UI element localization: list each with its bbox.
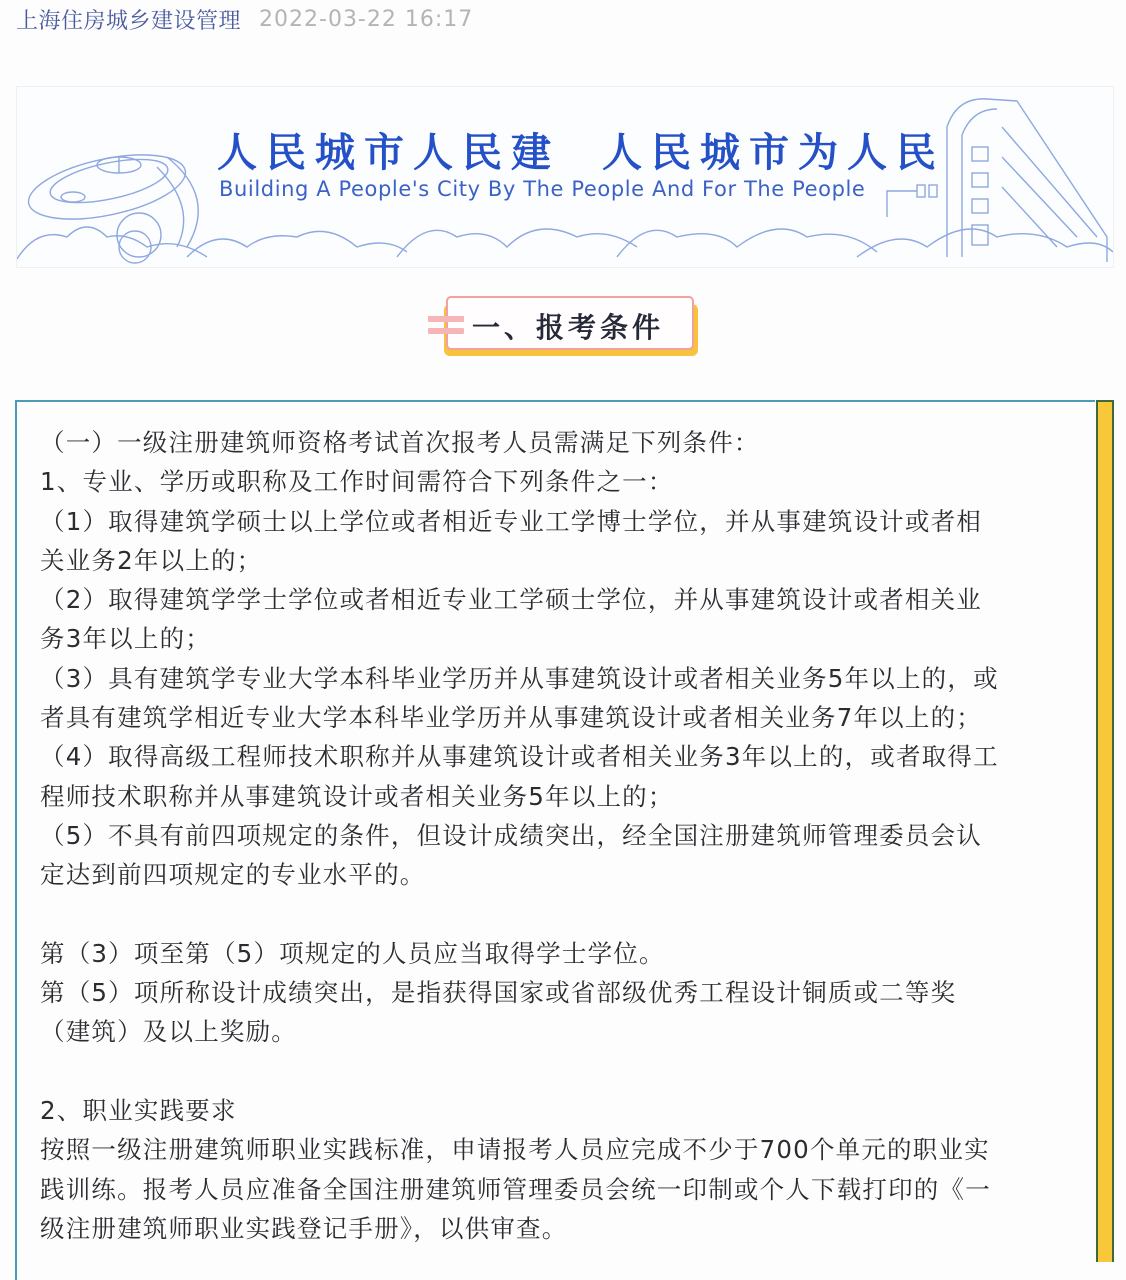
header-banner-image (16, 86, 1114, 268)
text-line: 2、职业实践要求 (40, 1096, 237, 1126)
article-meta (16, 2, 473, 36)
text-line: （建筑）及以上奖励。 (40, 1017, 297, 1047)
text-line: （2）取得建筑学学士学位或者相近专业工学硕士学位，并从事建筑设计或者相关业 (40, 585, 982, 615)
text-line: （4）取得高级工程师技术职称并从事建筑设计或者相关业务3年以上的，或者取得工 (40, 742, 999, 772)
banner-subtitle: Building A People's City By The People And For The People (219, 177, 866, 201)
banner-slogan-left: 人民城市人民建 (217, 130, 560, 176)
text-line: （3）具有建筑学专业大学本科毕业学历并从事建筑设计或者相关业务5年以上的，或 (40, 663, 999, 693)
text-line: （1）取得建筑学硕士以上学位或者相近专业工学博士学位，并从事建筑设计或者相 (40, 506, 982, 536)
decorative-side-bar (1096, 400, 1114, 1262)
text-line: 1、专业、学历或职称及工作时间需符合下列条件之一： (40, 467, 674, 497)
publish-timestamp: 2022-03-22 16:17 (259, 6, 474, 32)
text-line: 第（5）项所称设计成绩突出，是指获得国家或省部级优秀工程设计铜质或二等奖 (40, 978, 957, 1008)
requirements-text (40, 423, 1080, 1248)
text-line: 者具有建筑学相近专业大学本科毕业学历并从事建筑设计或者相关业务7年以上的； (40, 703, 982, 733)
double-bar-icon (428, 316, 468, 340)
source-account-link[interactable]: 上海住房城乡建设管理 (16, 8, 242, 34)
text-line: 定达到前四项规定的专业水平的。 (40, 860, 426, 890)
text-line: 第（3）项至第（5）项规定的人员应当取得学士学位。 (40, 938, 665, 968)
banner-slogan (217, 121, 945, 178)
text-line: 践训练。报考人员应准备全国注册建筑师管理委员会统一印制或个人下载打印的《一 (40, 1174, 991, 1204)
section-heading: 一、报考条件 (472, 311, 665, 344)
section-heading-badge (428, 294, 700, 358)
text-line: 关业务2年以上的； (40, 545, 263, 575)
blank-line (40, 895, 1080, 934)
blank-line (40, 1052, 1080, 1091)
text-line: （一）一级注册建筑师资格考试首次报考人员需满足下列条件： (40, 428, 760, 457)
text-line: 按照一级注册建筑师职业实践标准，申请报考人员应完成不少于700个单元的职业实 (40, 1135, 990, 1165)
text-line: 务3年以上的； (40, 624, 211, 654)
text-line: （5）不具有前四项规定的条件，但设计成绩突出，经全国注册建筑师管理委员会认 (40, 820, 982, 850)
banner-slogan-right: 人民城市为人民 (602, 130, 945, 176)
text-line: 程师技术职称并从事建筑设计或者相关业务5年以上的； (40, 781, 674, 811)
text-line: 级注册建筑师职业实践登记手册》，以供审查。 (40, 1213, 568, 1243)
